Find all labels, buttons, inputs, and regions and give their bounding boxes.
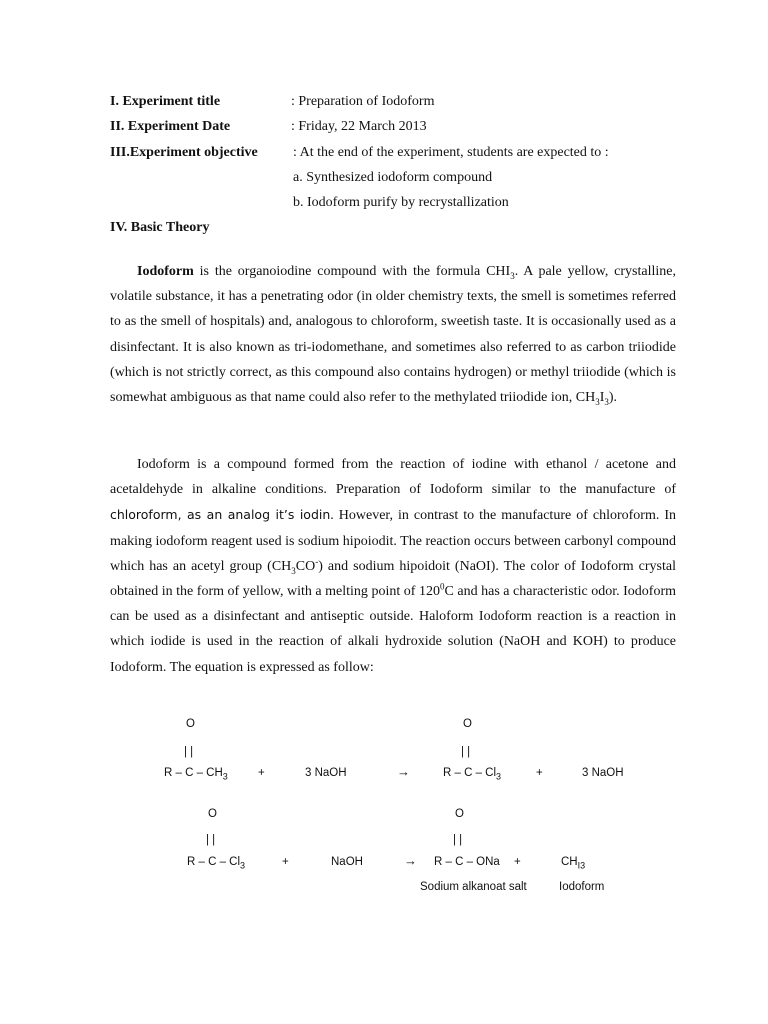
eq1-plus-2: + [536, 767, 543, 779]
eq2-reactant-trihalo-text: R – C – Cl [187, 856, 241, 868]
experiment-title-label: I. Experiment title [110, 94, 221, 109]
objective-item-b [110, 194, 710, 212]
eq2-product-iodoform-text: CH [561, 856, 578, 868]
eq2-plus-2: + [514, 856, 521, 868]
eq1-reactant-ketone-text: R – C – CH [164, 767, 223, 779]
objective-item-a-text: a. Synthesized iodoform compound [293, 170, 493, 185]
para2-sup-1: - [315, 556, 319, 567]
eq1-product-trihalo-sub: 3 [496, 771, 502, 782]
header-row-objective [110, 144, 710, 162]
experiment-objective-label: III.Experiment objective [110, 145, 258, 160]
eq2-product-iodoform [561, 855, 585, 869]
eq1-product-trihalo [443, 766, 501, 780]
eq2-reactant-naoh: NaOH [331, 856, 363, 868]
objective-item-a [110, 169, 710, 187]
para2-sub-1: 3 [291, 565, 296, 576]
para2-text-4: ) and sodium hipoidoit (NaOI). The color of Iodoform crystal obtained in the form of yellow, with a melting point of 120 [110, 558, 676, 600]
eq1-reactant-ketone-sub: 3 [222, 771, 228, 782]
eq1-double-bond-left: | | [184, 746, 194, 758]
paragraph-iodoform-definition [110, 259, 676, 410]
para1-text-3: I [599, 390, 605, 406]
para2-text-5: C and has a characteristic odor. Iodoform can be used as a disinfectant and antiseptic outside. Haloform Iodoform reaction is a reaction in which iodide is used in the reaction of alkali hydroxide solution (NaOH and KOH) to produce Iodoform. The equation is expressed as follow: [110, 584, 677, 675]
eq2-oxygen-right: O [455, 808, 464, 820]
para1-text-1: is the organoiodine compound with the formula CHI [193, 264, 511, 279]
eq2-double-bond-right: | | [453, 834, 463, 846]
para1-text-2: . A pale yellow, crystalline, volatile substance, it has a penetrating odor (in older chemistry texts, the smell is sometimes referred to as the smell of hospitals) and, analogous to chloroform, sweetish taste. It is occasionally used as a disinfectant. It is also known as tri-iodomethane, and sometimes also referred to as carbon triiodide (which is not strictly correct, as this compound also contains hydrogen) or methyl triiodide (which is somewhat ambiguous as that name could also refer to the methylated triiodide ion, CH [110, 264, 676, 406]
para2-text-3: CO [295, 558, 316, 574]
eq1-plus-1: + [258, 767, 265, 779]
experiment-objective-value: : At the end of the experiment, students are expected to : [293, 145, 609, 160]
header-row-title [110, 93, 710, 111]
para2-text-1: Iodoform is a compound formed from the reaction of iodine with ethanol / acetone and acetaldehyde in alkaline conditions. Preparation of Iodoform similar to the manufacture of [110, 457, 676, 498]
para2-sans-text: chloroform, as an analog it’s iodin [110, 507, 331, 523]
eq1-arrow: → [397, 764, 410, 779]
eq2-label-salt: Sodium alkanoat salt [420, 881, 527, 893]
para2-text-2: . However, in contrast to the manufacture of chloroform. In making iodoform reagent used is sodium hipoiodit. The reaction occurs between carbonyl compound which has an acetyl group (CH [110, 508, 676, 574]
eq2-product-salt: R – C – ONa [434, 856, 500, 868]
section-heading-basic-theory [110, 219, 710, 237]
eq2-arrow: → [404, 853, 417, 868]
iodoform-term: Iodoform [137, 264, 194, 279]
eq2-reactant-trihalo [187, 855, 245, 869]
eq1-reactant-ketone [164, 766, 228, 780]
experiment-title-value: : Preparation of Iodoform [291, 94, 435, 109]
eq2-label-iodoform: Iodoform [559, 881, 605, 893]
para1-text-4: ). [608, 390, 618, 406]
paragraph-iodoform-preparation [110, 452, 676, 680]
experiment-date-label: II. Experiment Date [110, 119, 231, 134]
eq1-product-naoh: 3 NaOH [582, 767, 624, 779]
eq1-double-bond-right: | | [461, 746, 471, 758]
eq2-plus-1: + [282, 856, 289, 868]
eq1-product-trihalo-text: R – C – Cl [443, 767, 497, 779]
para1-sub-2: 3 [595, 396, 600, 407]
eq1-oxygen-left: O [186, 718, 195, 730]
eq2-double-bond-left: | | [206, 834, 216, 846]
header-row-date [110, 118, 710, 136]
objective-item-b-text: b. Iodoform purify by recrystallization [293, 195, 509, 210]
eq1-oxygen-right: O [463, 718, 472, 730]
para1-sub-3: 3 [604, 396, 609, 407]
para2-sup-2: 0 [439, 581, 445, 592]
para1-sub-1: 3 [510, 270, 515, 281]
eq2-oxygen-left: O [208, 808, 217, 820]
experiment-date-value: : Friday, 22 March 2013 [291, 119, 427, 134]
section-iv-heading: IV. Basic Theory [110, 220, 210, 235]
eq1-reactant-naoh: 3 NaOH [305, 767, 347, 779]
eq2-product-iodoform-sub: I3 [577, 860, 586, 871]
eq2-reactant-trihalo-sub: 3 [240, 860, 246, 871]
